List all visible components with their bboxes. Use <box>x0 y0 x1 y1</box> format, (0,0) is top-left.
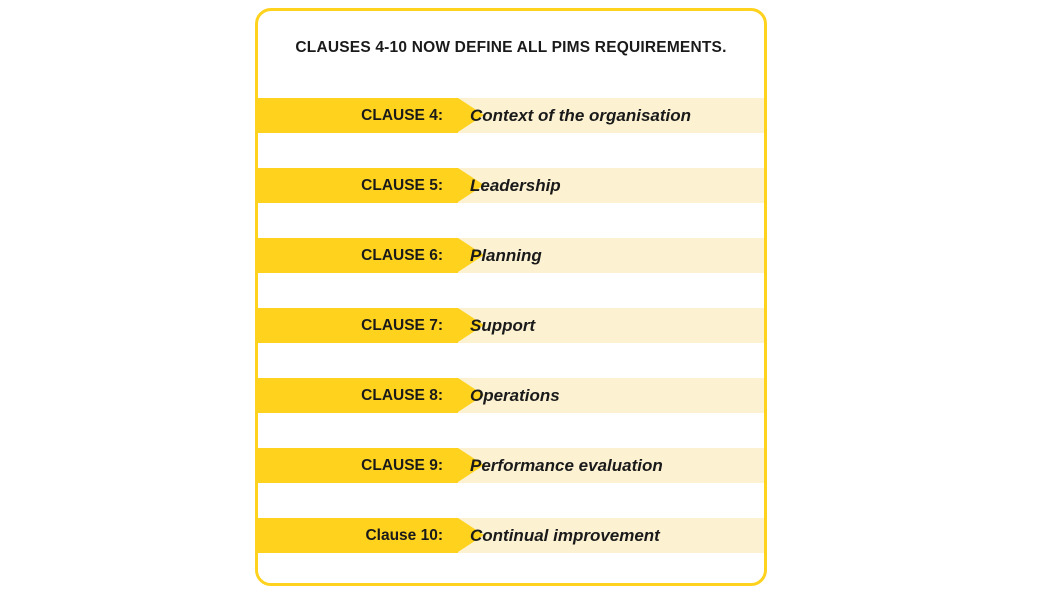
clause-text: Context of the organisation <box>470 106 691 125</box>
row-spacer <box>258 273 458 308</box>
clause-text: Operations <box>470 386 560 405</box>
clause-row <box>258 518 764 586</box>
clause-label: CLAUSE 6: <box>361 247 443 264</box>
clause-text: Planning <box>470 246 542 265</box>
clause-text: Continual improvement <box>470 526 660 545</box>
clause-label: CLAUSE 4: <box>361 107 443 124</box>
clauses-card <box>255 8 767 586</box>
clause-label: Clause 10: <box>365 527 443 544</box>
row-spacer <box>258 343 458 378</box>
clause-label: CLAUSE 7: <box>361 317 443 334</box>
clause-text: Performance evaluation <box>470 456 663 475</box>
clause-label: CLAUSE 9: <box>361 457 443 474</box>
clause-text: Leadership <box>470 176 561 195</box>
clause-row <box>258 168 764 238</box>
clause-row <box>258 98 764 168</box>
row-spacer <box>258 483 458 518</box>
card-title: CLAUSES 4-10 NOW DEFINE ALL PIMS REQUIREMENTS. <box>295 39 727 56</box>
clause-row <box>258 238 764 308</box>
clause-row <box>258 308 764 378</box>
clause-label: CLAUSE 5: <box>361 177 443 194</box>
row-spacer <box>258 553 458 586</box>
clause-row <box>258 378 764 448</box>
row-spacer <box>258 203 458 238</box>
clause-rows <box>258 98 764 586</box>
clause-label: CLAUSE 8: <box>361 387 443 404</box>
row-spacer <box>258 133 458 168</box>
clause-text: Support <box>470 316 536 335</box>
clause-row <box>258 448 764 518</box>
row-spacer <box>258 413 458 448</box>
